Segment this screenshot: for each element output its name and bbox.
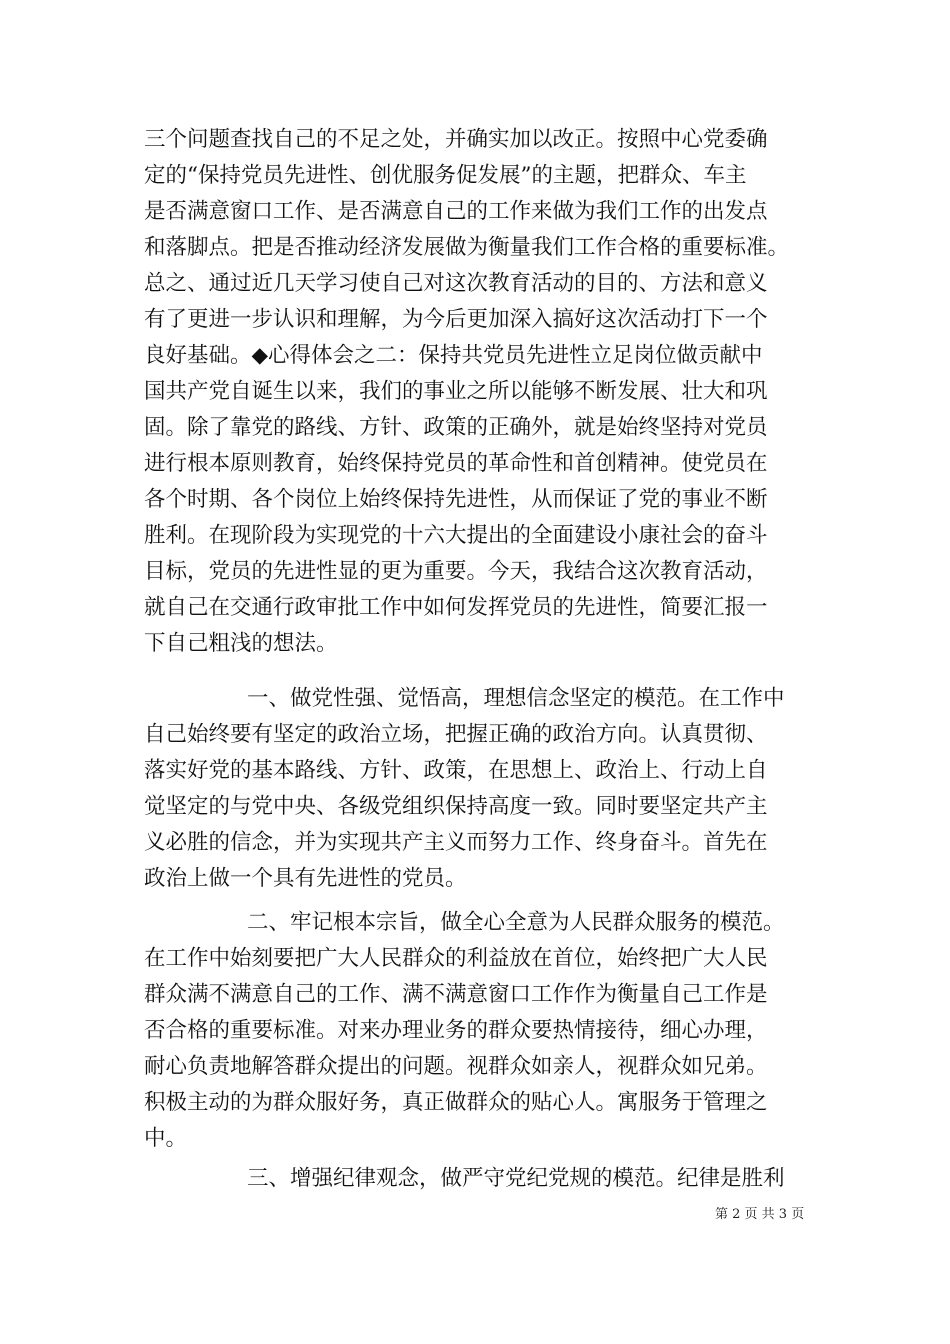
section-heading-3: 三、增强纪律观念，做严守党纪党规的模范。纪律是胜利 (247, 1166, 785, 1191)
text-line: 否合格的重要标准。对来办理业务的群众要热情接待，细心办理， (144, 1018, 768, 1043)
section-heading-2: 二、牢记根本宗旨，做全心全意为人民群众服务的模范。 (247, 910, 785, 935)
text-line: 在工作中始刻要把广大人民群众的利益放在首位，始终把广大人民 (144, 946, 768, 971)
section-heading-1: 一、做党性强、觉悟高，理想信念坚定的模范。在工作中 (247, 686, 785, 711)
text-line: 中。 (144, 1126, 188, 1151)
text-line: 胜利。在现阶段为实现党的十六大提出的全面建设小康社会的奋斗 (144, 523, 768, 548)
text-line: 觉坚定的与党中央、各级党组织保持高度一致。同时要坚定共产主 (144, 794, 768, 819)
text-line: 总之、通过近几天学习使自己对这次教育活动的目的、方法和意义 (144, 271, 768, 296)
text-line: 下自己粗浅的想法。 (144, 631, 338, 656)
text-line: 和落脚点。把是否推动经济发展做为衡量我们工作合格的重要标准。 (144, 235, 790, 260)
text-line: 良好基础。◆心得体会之二：保持共党员先进性立足岗位做贡献中 (144, 343, 763, 368)
page-footer: 第 2 页 共 3 页 (715, 1207, 805, 1222)
text-line: 自己始终要有坚定的政治立场，把握正确的政治方向。认真贯彻、 (144, 722, 768, 747)
text-line: 落实好党的基本路线、方针、政策，在思想上、政治上、行动上自 (144, 758, 768, 783)
text-line: 国共产党自诞生以来，我们的事业之所以能够不断发展、壮大和巩 (144, 379, 768, 404)
text-line: 义必胜的信念，并为实现共产主义而努力工作、终身奋斗。首先在 (144, 830, 768, 855)
text-line: 是否满意窗口工作、是否满意自己的工作来做为我们工作的出发点 (144, 199, 768, 224)
text-line: 三个问题查找自己的不足之处，并确实加以改正。按照中心党委确 (144, 127, 768, 152)
text-line: 固。除了靠党的路线、方针、政策的正确外，就是始终坚持对党员 (144, 415, 768, 440)
text-line: 各个时期、各个岗位上始终保持先进性，从而保证了党的事业不断 (144, 487, 768, 512)
text-line: 积极主动的为群众服好务，真正做群众的贴心人。寓服务于管理之 (144, 1090, 768, 1115)
text-line: 目标，党员的先进性显的更为重要。今天，我结合这次教育活动， (144, 559, 768, 584)
text-line: 定的“保持党员先进性、创优服务促发展”的主题，把群众、车主 (144, 163, 747, 188)
text-line: 耐心负责地解答群众提出的问题。视群众如亲人，视群众如兄弟。 (144, 1054, 768, 1079)
text-line: 进行根本原则教育，始终保持党员的革命性和首创精神。使党员在 (144, 451, 768, 476)
text-line: 就自己在交通行政审批工作中如何发挥党员的先进性，简要汇报一 (144, 595, 768, 620)
text-line: 有了更进一步认识和理解，为今后更加深入搞好这次活动打下一个 (144, 307, 768, 332)
text-line: 政治上做一个具有先进性的党员。 (144, 866, 467, 891)
text-line: 群众满不满意自己的工作、满不满意窗口工作作为衡量自己工作是 (144, 982, 768, 1007)
